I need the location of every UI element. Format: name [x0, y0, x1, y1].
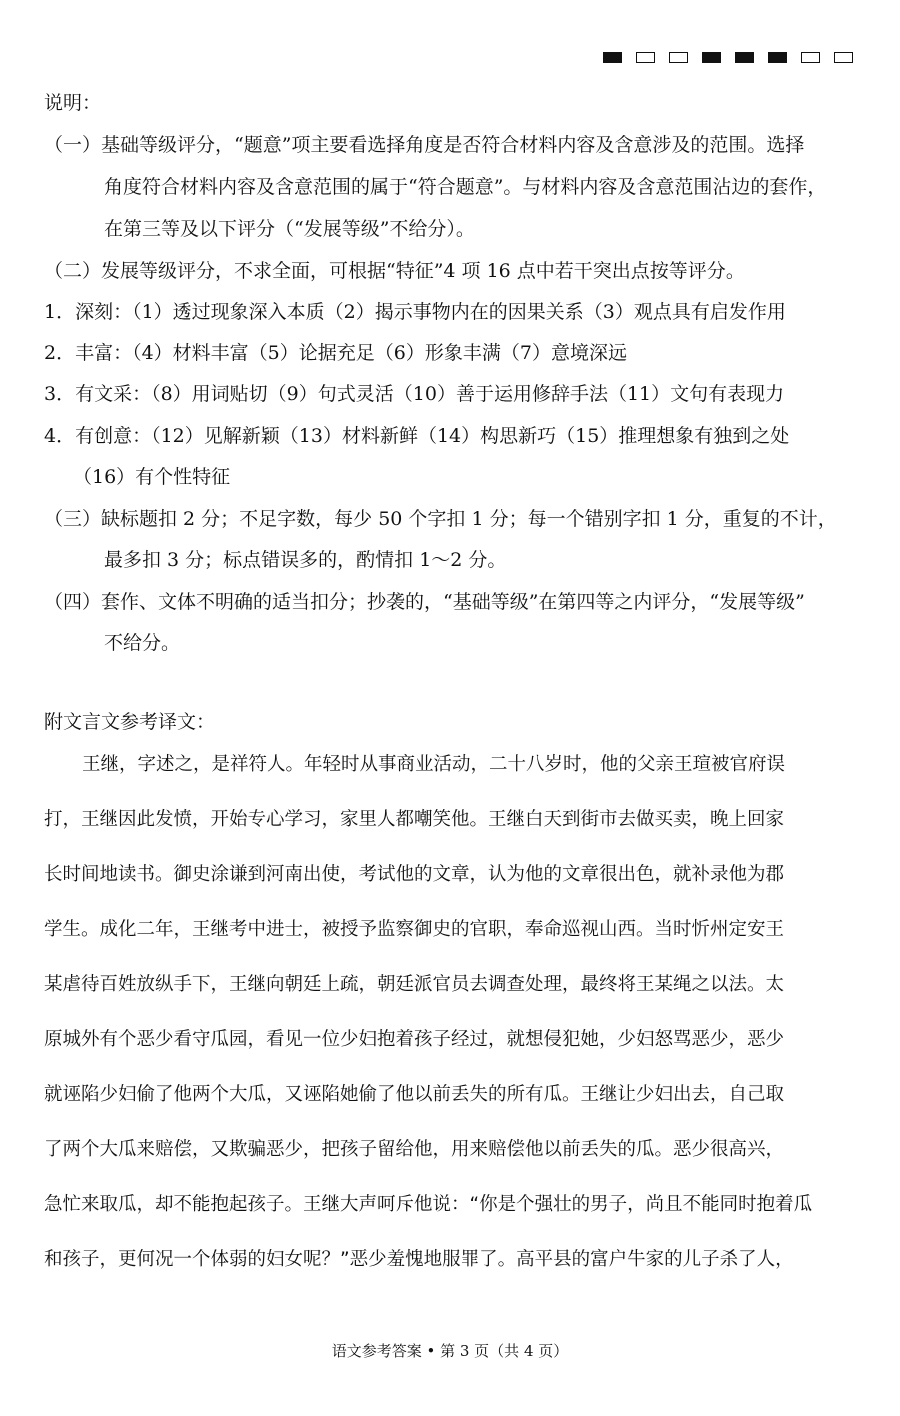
feature-2-rich: 2．丰富：（4）材料丰富（5）论据充足（6）形象丰满（7）意境深远	[44, 342, 627, 364]
rule-1-line-1: （一）基础等级评分，“题意”项主要看选择角度是否符合材料内容及含意涉及的范围。选择	[44, 134, 805, 156]
translation-line: 了两个大瓜来赔偿，又欺骗恶少，把孩子留给他，用来赔偿他以前丢失的瓜。恶少很高兴，	[44, 1139, 785, 1160]
translation-line: 王继，字述之，是祥符人。年轻时从事商业活动，二十八岁时，他的父亲王瑄被官府误	[82, 754, 786, 775]
page-footer: 语文参考答案 • 第 3 页（共 4 页）	[331, 1342, 569, 1360]
code-mark	[735, 52, 754, 63]
rule-1-line-3: 在第三等及以下评分（“发展等级”不给分）。	[104, 218, 475, 240]
rule-3-line-2: 最多扣 3 分；标点错误多的，酌情扣 1～2 分。	[104, 549, 507, 571]
rule-1-line-2: 角度符合材料内容及含意范围的属于“符合题意”。与材料内容及含意范围沾边的套作，	[104, 176, 827, 198]
feature-4-creative-line-2: （16）有个性特征	[73, 466, 231, 488]
exam-code-marks	[603, 52, 853, 64]
translation-line: 就诬陷少妇偷了他两个大瓜，又诬陷她偷了他以前丢失的所有瓜。王继让少妇出去，自己取	[44, 1084, 785, 1105]
rule-4-line-2: 不给分。	[104, 632, 181, 654]
code-mark	[702, 52, 721, 63]
rule-4-line-1: （四）套作、文体不明确的适当扣分；抄袭的，“基础等级”在第四等之内评分，“发展等级”	[44, 591, 805, 613]
rule-2: （二）发展等级评分，不求全面，可根据“特征”4 项 16 点中若干突出点按等评分。	[44, 260, 745, 282]
code-mark	[834, 52, 853, 63]
translation-title: 附文言文参考译文：	[44, 711, 216, 733]
code-mark	[801, 52, 820, 63]
translation-line: 原城外有个恶少看守瓜园，看见一位少妇抱着孩子经过，就想侵犯她，少妇怒骂恶少，恶少	[44, 1029, 785, 1050]
translation-line: 长时间地读书。御史涂谦到河南出使，考试他的文章，认为他的文章很出色，就补录他为郡	[44, 864, 785, 885]
translation-line: 急忙来取瓜，却不能抱起孩子。王继大声呵斥他说：“你是个强壮的男子，尚且不能同时抱着瓜	[44, 1194, 813, 1215]
code-mark	[636, 52, 655, 63]
feature-1-deep: 1．深刻：（1）透过现象深入本质（2）揭示事物内在的因果关系（3）观点具有启发作用	[44, 301, 786, 323]
translation-line: 学生。成化二年，王继考中进士，被授予监察御史的官职，奉命巡视山西。当时忻州定安王	[44, 919, 785, 940]
translation-line: 打，王继因此发愤，开始专心学习，家里人都嘲笑他。王继白天到街市去做买卖，晚上回家	[44, 809, 785, 830]
code-mark	[603, 52, 622, 63]
feature-4-creative-line-1: 4．有创意：（12）见解新颖（13）材料新鲜（14）构思新巧（15）推理想象有独到之处	[44, 425, 790, 447]
code-mark	[768, 52, 787, 63]
rule-3-line-1: （三）缺标题扣 2 分；不足字数，每少 50 个字扣 1 分；每一个错别字扣 1 分，重复的不计，	[44, 508, 837, 530]
section-heading: 说明：	[44, 92, 102, 114]
feature-3-literary: 3．有文采：（8）用词贴切（9）句式灵活（10）善于运用修辞手法（11）文句有表现力	[44, 383, 785, 405]
translation-line: 和孩子，更何况一个体弱的妇女呢？”恶少羞愧地服罪了。高平县的富户牛家的儿子杀了人，	[44, 1249, 794, 1270]
translation-line: 某虐待百姓放纵手下，王继向朝廷上疏，朝廷派官员去调查处理，最终将王某绳之以法。太	[44, 974, 785, 995]
code-mark	[669, 52, 688, 63]
